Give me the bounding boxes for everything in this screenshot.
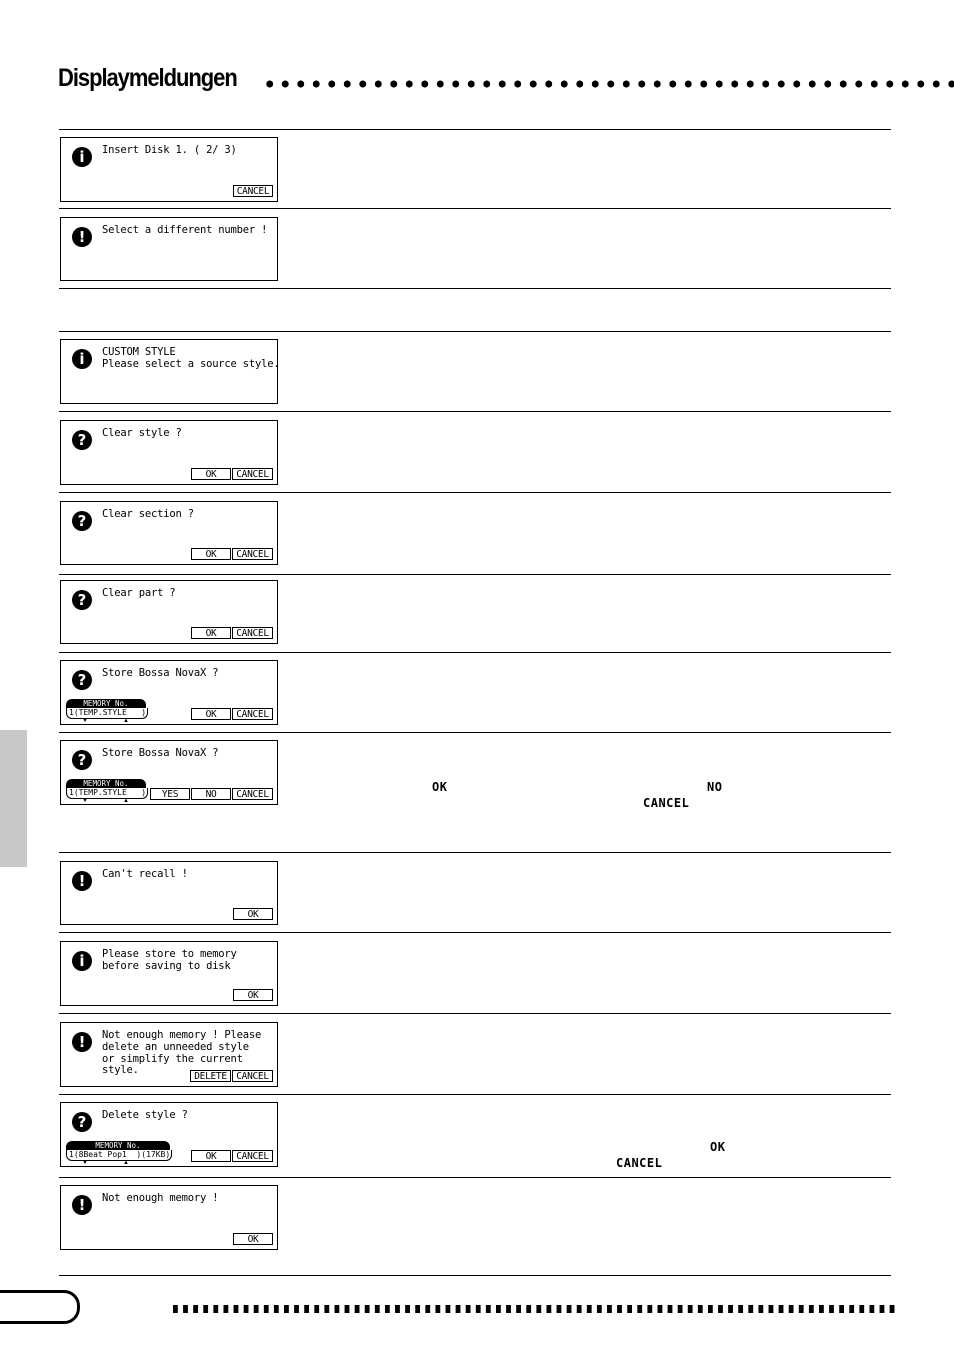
- memory-value: 1(TEMP.STYLE ): [66, 708, 148, 719]
- side-tab-marker: [0, 730, 27, 867]
- arrow-up-icon[interactable]: ▲: [123, 718, 129, 724]
- divider: [59, 1177, 891, 1178]
- inline-ok-label: OK: [432, 780, 448, 794]
- divider: [59, 732, 891, 733]
- inline-cancel-label: CANCEL: [616, 1156, 663, 1170]
- inline-ok-label: OK: [710, 1140, 726, 1154]
- divider: [59, 492, 891, 493]
- ok-button[interactable]: OK: [191, 548, 231, 560]
- display-message-not-enough-memory-delete: [60, 1022, 278, 1087]
- exclamation-icon: !: [72, 1195, 92, 1215]
- display-message-select-different: [60, 217, 278, 281]
- cancel-button[interactable]: CANCEL: [232, 468, 273, 480]
- question-icon: ?: [72, 511, 92, 531]
- arrow-up-icon[interactable]: ▲: [123, 1160, 129, 1166]
- exclamation-icon: !: [72, 1032, 92, 1052]
- ok-button[interactable]: OK: [233, 989, 273, 1001]
- message-text: Can't recall !: [102, 868, 188, 880]
- no-button[interactable]: NO: [191, 788, 231, 800]
- display-message-store-before-saving: [60, 941, 278, 1006]
- divider: [59, 411, 891, 412]
- arrow-up-icon[interactable]: ▲: [123, 798, 129, 804]
- cancel-button[interactable]: CANCEL: [232, 788, 273, 800]
- inline-cancel-label: CANCEL: [643, 796, 690, 810]
- divider: [59, 932, 891, 933]
- display-message-insert-disk: [60, 137, 278, 202]
- arrow-down-icon[interactable]: ▼: [82, 798, 88, 804]
- message-text: Clear part ?: [102, 587, 176, 599]
- message-text: Store Bossa NovaX ?: [102, 667, 219, 679]
- cancel-button[interactable]: CANCEL: [232, 1070, 273, 1082]
- page-title: Displaymeldungen: [58, 64, 237, 92]
- display-message-delete-style: [60, 1102, 278, 1167]
- message-text: Store Bossa NovaX ?: [102, 747, 219, 759]
- divider: [59, 852, 891, 853]
- page-number-oval: [0, 1290, 80, 1324]
- ok-button[interactable]: OK: [233, 1233, 273, 1245]
- cancel-button[interactable]: CANCEL: [232, 548, 273, 560]
- exclamation-icon: !: [72, 227, 92, 247]
- question-icon: ?: [72, 430, 92, 450]
- ok-button[interactable]: OK: [191, 1150, 231, 1162]
- info-icon: i: [72, 349, 92, 369]
- memory-value: 1(8Beat Pop1 )(17KB): [66, 1150, 172, 1161]
- display-message-clear-section: [60, 501, 278, 565]
- message-text: Insert Disk 1. ( 2/ 3): [102, 144, 237, 156]
- divider: [59, 208, 891, 209]
- display-message-store-style: [60, 660, 278, 725]
- divider: [59, 574, 891, 575]
- arrow-down-icon[interactable]: ▼: [82, 718, 88, 724]
- display-message-custom-style: [60, 339, 278, 404]
- message-text: Clear section ?: [102, 508, 194, 520]
- divider: [59, 129, 891, 130]
- memory-number-selector[interactable]: [66, 779, 147, 804]
- memory-label: MEMORY No.: [66, 779, 146, 788]
- message-text: Delete style ?: [102, 1109, 188, 1121]
- divider: [59, 1013, 891, 1014]
- memory-number-selector[interactable]: [66, 699, 147, 724]
- title-dot-leader: [262, 78, 954, 90]
- delete-button[interactable]: DELETE: [190, 1070, 231, 1082]
- message-text: Not enough memory ! Please delete an unneeded style or simplify the current style.: [102, 1029, 262, 1077]
- yes-button[interactable]: YES: [150, 788, 190, 800]
- info-icon: i: [72, 951, 92, 971]
- divider: [59, 1094, 891, 1095]
- message-text: CUSTOM STYLE Please select a source style.: [102, 346, 280, 370]
- divider: [59, 288, 891, 289]
- ok-button[interactable]: OK: [191, 627, 231, 639]
- cancel-button[interactable]: CANCEL: [232, 708, 273, 720]
- divider: [59, 331, 891, 332]
- memory-value: 1(TEMP.STYLE ): [66, 788, 148, 799]
- divider: [59, 652, 891, 653]
- memory-label: MEMORY No.: [66, 1141, 170, 1150]
- display-message-clear-part: [60, 580, 278, 644]
- question-icon: ?: [72, 750, 92, 770]
- ok-button[interactable]: OK: [191, 468, 231, 480]
- message-text: Clear style ?: [102, 427, 182, 439]
- question-icon: ?: [72, 590, 92, 610]
- ok-button[interactable]: OK: [233, 908, 273, 920]
- cancel-button[interactable]: CANCEL: [233, 185, 273, 197]
- cancel-button[interactable]: CANCEL: [232, 627, 273, 639]
- divider: [59, 1275, 891, 1276]
- arrow-down-icon[interactable]: ▼: [82, 1160, 88, 1166]
- display-message-store-style-yes-no: [60, 740, 278, 805]
- message-text: Not enough memory !: [102, 1192, 219, 1204]
- memory-label: MEMORY No.: [66, 699, 146, 708]
- message-text: Please store to memory before saving to disk: [102, 948, 237, 972]
- display-message-cant-recall: [60, 861, 278, 925]
- ok-button[interactable]: OK: [191, 708, 231, 720]
- message-text: Select a different number !: [102, 224, 268, 236]
- info-icon: i: [72, 147, 92, 167]
- display-message-clear-style: [60, 420, 278, 485]
- question-icon: ?: [72, 1112, 92, 1132]
- footer-dash-leader: [173, 1305, 895, 1313]
- cancel-button[interactable]: CANCEL: [232, 1150, 273, 1162]
- question-icon: ?: [72, 670, 92, 690]
- memory-number-selector[interactable]: [66, 1141, 171, 1166]
- display-message-not-enough-memory: [60, 1185, 278, 1250]
- inline-no-label: NO: [707, 780, 723, 794]
- exclamation-icon: !: [72, 871, 92, 891]
